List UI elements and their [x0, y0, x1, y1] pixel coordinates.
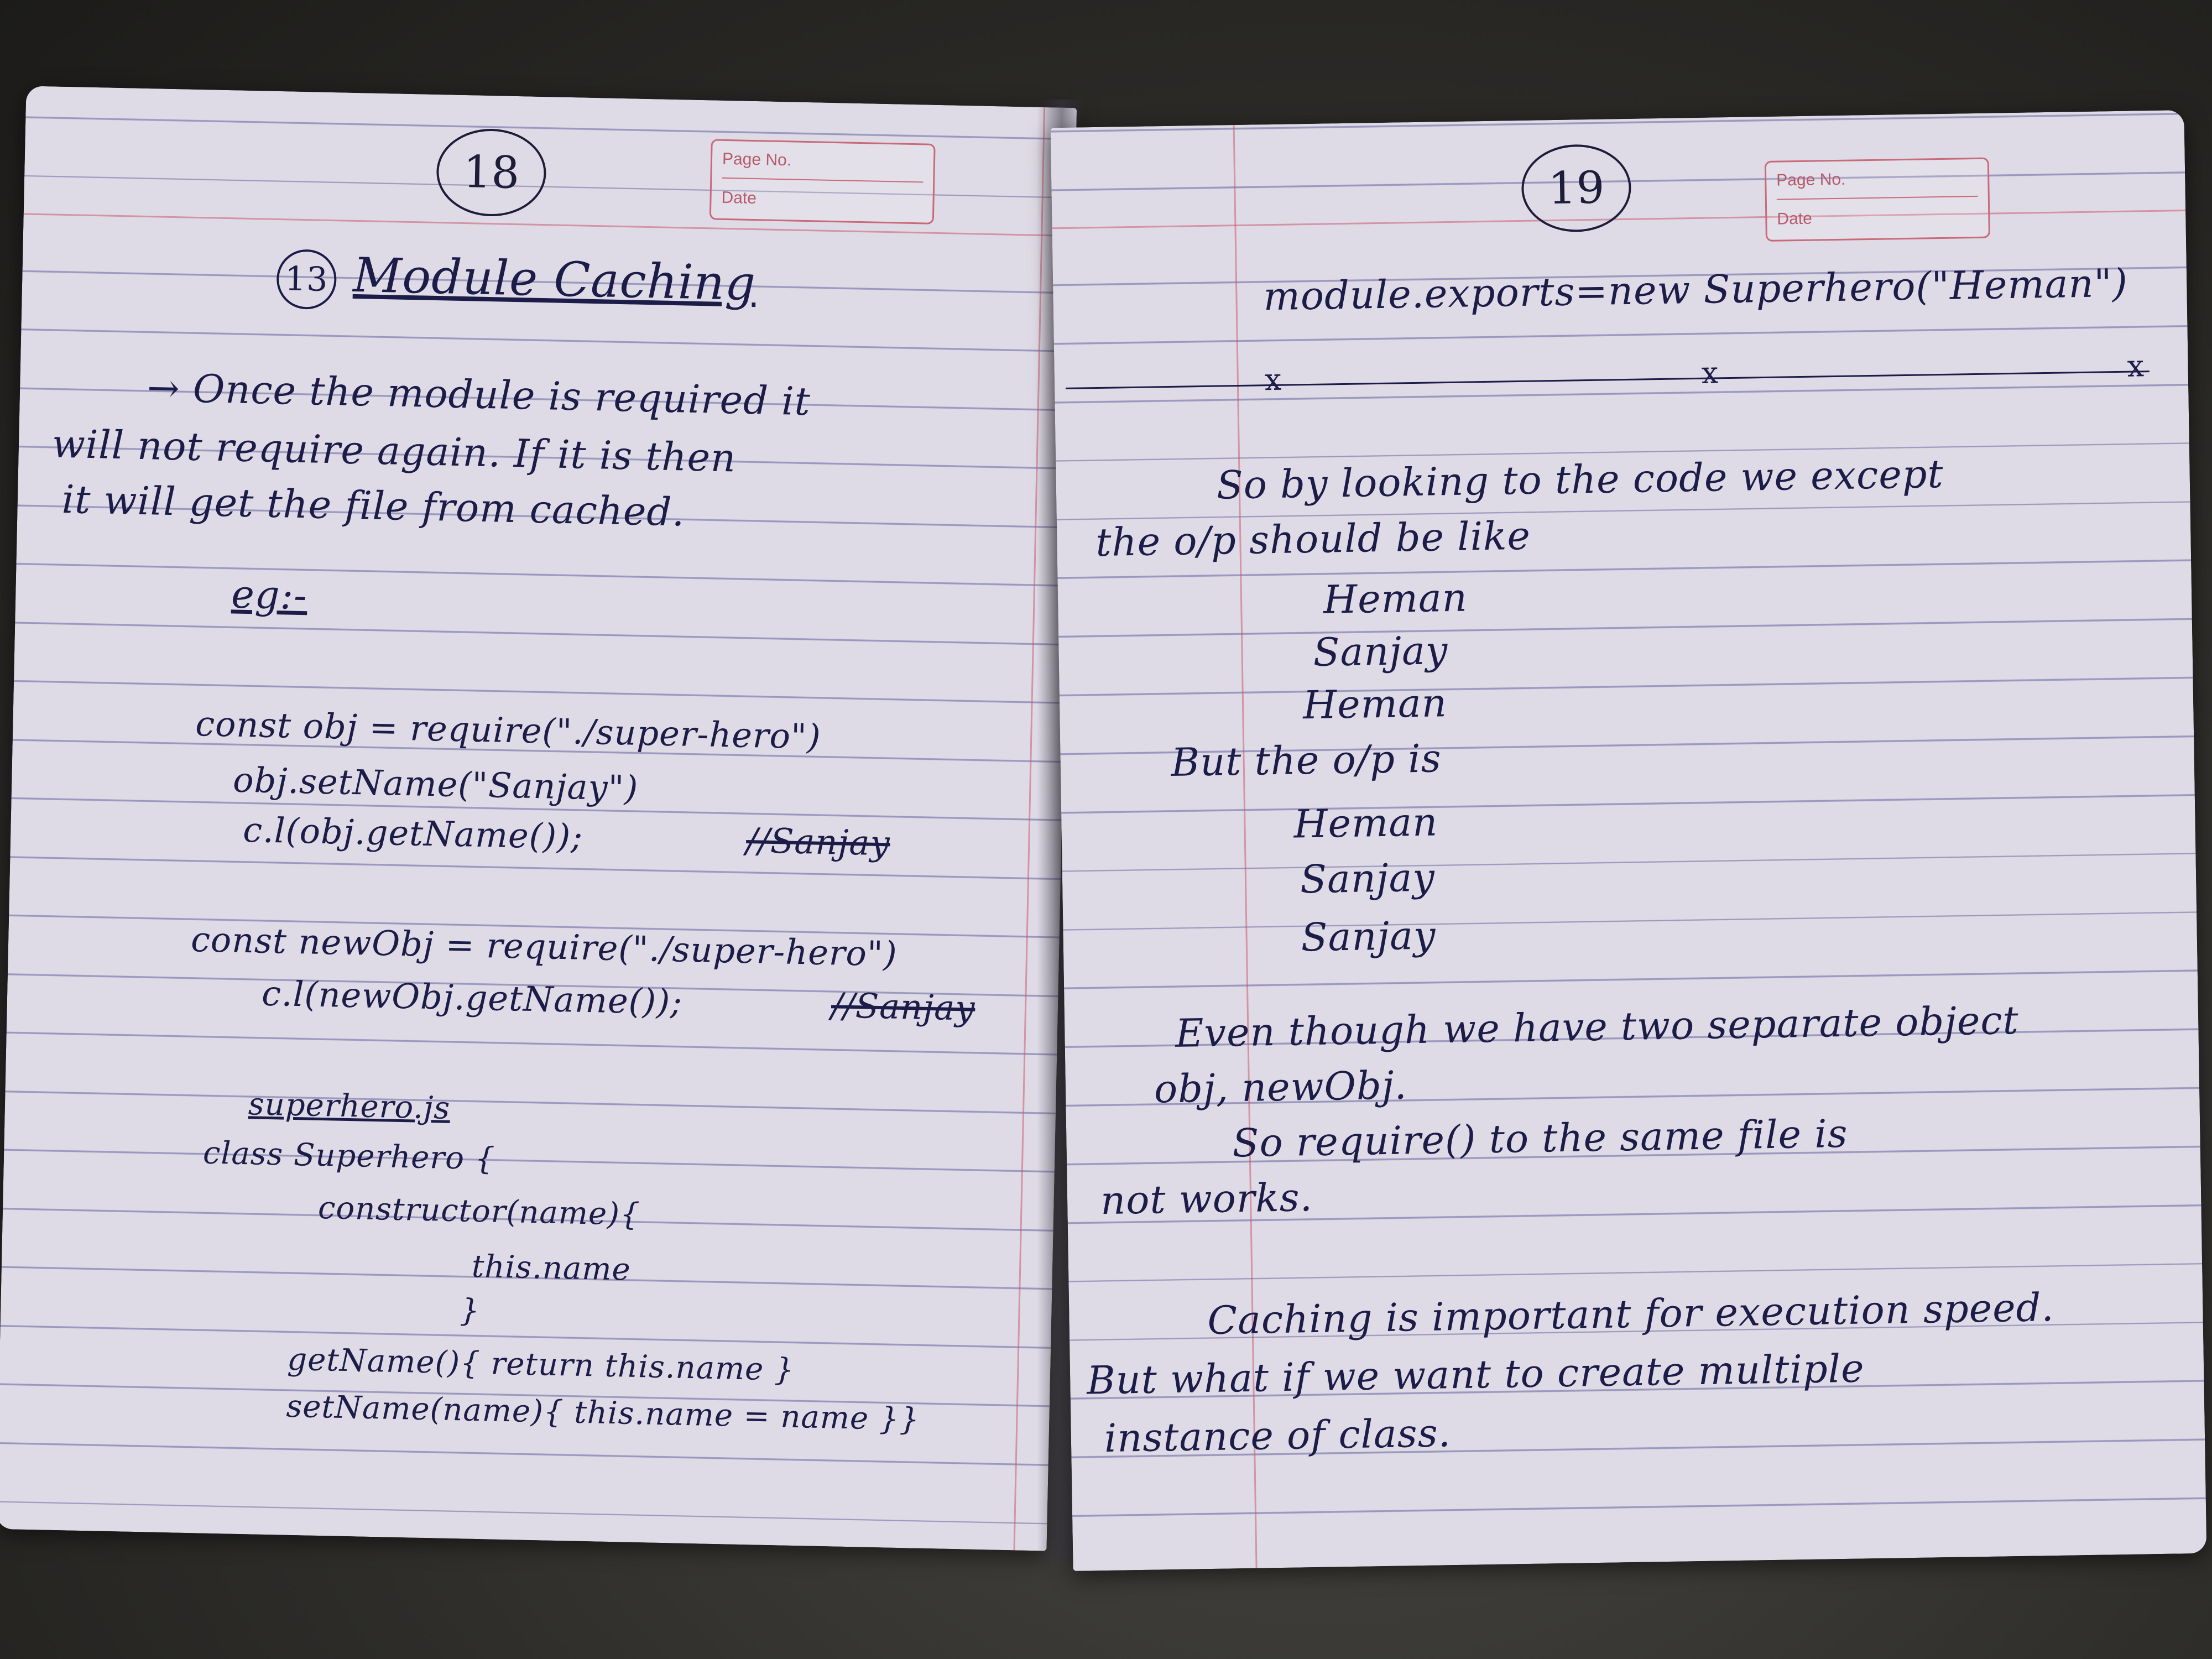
file-name: superhero.js [248, 1086, 451, 1126]
closing-line: But what if we want to create multiple [1086, 1345, 1865, 1404]
class-line: constructor(name){ [317, 1190, 641, 1233]
divider-mark: x [1701, 355, 1719, 390]
date-label: Date [1777, 209, 1813, 228]
page-no-label: Page No. [1776, 170, 1846, 190]
page-date-box [709, 139, 936, 224]
code-line: c.l(newObj.getName()); [261, 973, 683, 1022]
page-number: 18 [436, 128, 547, 217]
intro-line: it will get the file from cached. [61, 476, 686, 535]
explanation-line: obj, newObj. [1154, 1062, 1408, 1112]
actual-label: But the o/p is [1171, 735, 1442, 785]
left-notebook-page [0, 86, 1077, 1551]
expected-output: Heman [1323, 575, 1468, 623]
explanation-line: So require() to the same file is [1232, 1110, 1849, 1166]
export-line: module.exports=new Superhero("Heman") [1262, 260, 2128, 320]
right-notebook-page [1051, 110, 2207, 1571]
actual-output: Heman [1293, 799, 1438, 847]
code-line: const obj = require("./super-hero") [195, 703, 822, 757]
closing-line: instance of class. [1104, 1410, 1452, 1462]
class-line: } [459, 1292, 481, 1329]
intro-line: will not require again. If it is then [51, 421, 737, 481]
actual-output: Sanjay [1301, 912, 1437, 961]
code-line: const newObj = require("./super-hero") [190, 919, 898, 974]
closing-line: Caching is important for execution speed. [1207, 1285, 2055, 1344]
class-line: class Superhero { [202, 1135, 496, 1177]
divider-mark: x [2127, 348, 2145, 384]
topic-title: Module Caching [352, 247, 757, 312]
class-line: setName(name){ this.name = name }} [285, 1388, 920, 1438]
page-no-label: Page No. [722, 149, 792, 170]
example-label: eg:- [231, 571, 308, 619]
class-line: this.name [471, 1248, 632, 1288]
expect-line: the o/p should be like [1095, 513, 1531, 566]
topic-heading [276, 246, 757, 319]
code-comment: //Sanjay [745, 820, 891, 864]
topic-number: 13 [276, 249, 337, 310]
expected-output: Sanjay [1312, 628, 1448, 675]
code-line: c.l(obj.getName()); [242, 809, 583, 857]
actual-output: Sanjay [1300, 854, 1436, 902]
page-date-box [1765, 158, 1990, 242]
explanation-line: not works. [1100, 1175, 1313, 1224]
expected-output: Heman [1302, 680, 1448, 728]
section-divider [1066, 371, 2150, 389]
page-number: 19 [1521, 144, 1631, 233]
class-line: getName(){ return this.name } [286, 1341, 795, 1388]
divider-mark: x [1264, 362, 1282, 398]
intro-line: → Once the module is required it [147, 365, 811, 425]
expect-line: So by looking to the code we except [1216, 451, 1944, 508]
explanation-line: Even though we have two separate object [1175, 997, 2020, 1056]
code-comment: //Sanjay [831, 985, 976, 1029]
date-label: Date [721, 188, 757, 208]
code-line: obj.setName("Sanjay") [232, 759, 639, 808]
left-margin-line [1233, 125, 1258, 1568]
